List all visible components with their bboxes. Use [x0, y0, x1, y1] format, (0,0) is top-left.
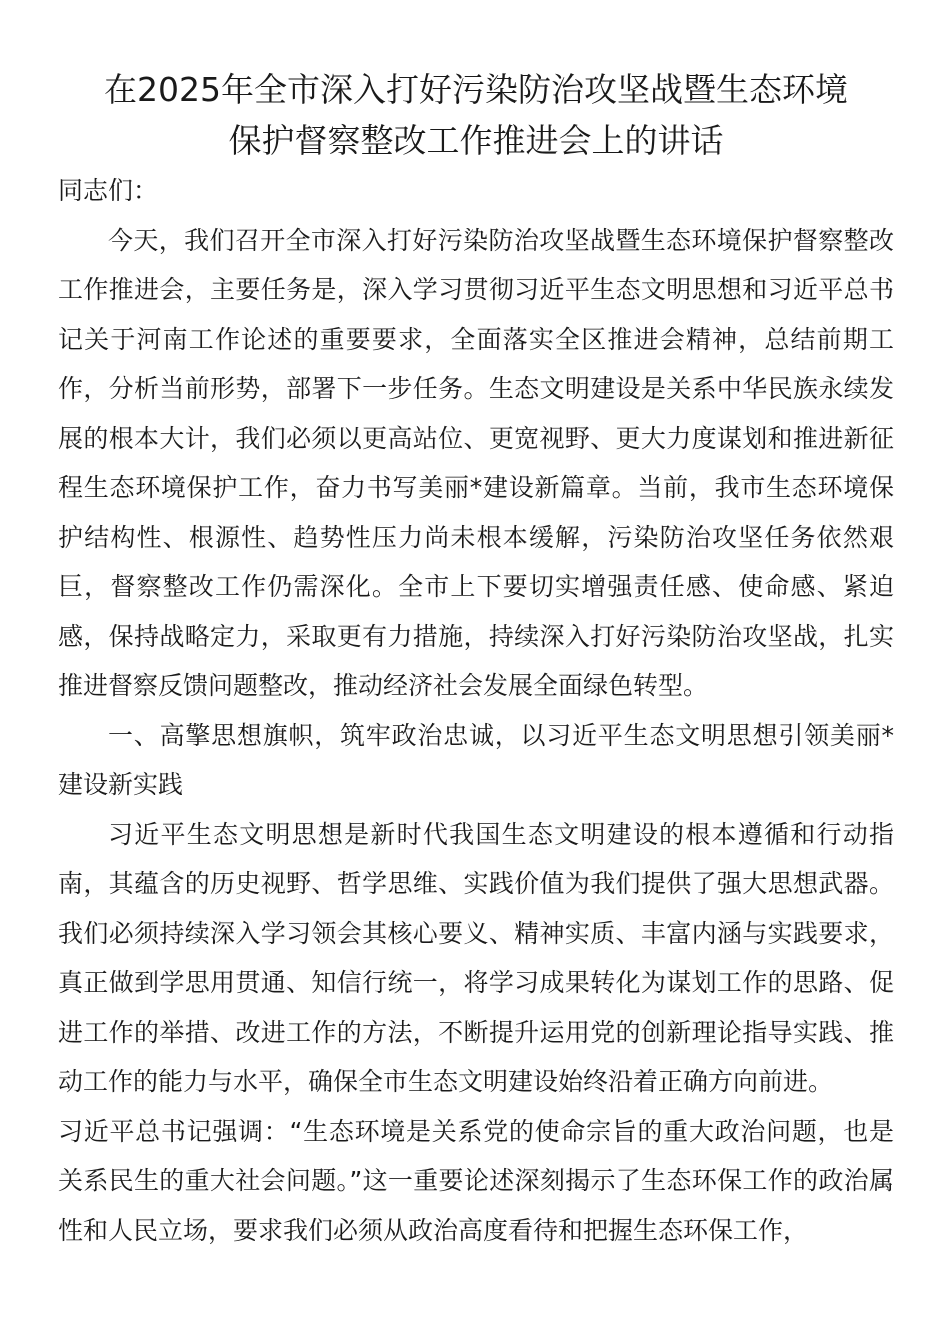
title-line-1: 在2025年全市深入打好污染防治攻坚战暨生态环境 [104, 70, 848, 109]
title-line-2: 保护督察整改工作推进会上的讲话 [228, 121, 724, 160]
section-heading: 一、高擎思想旗帜，筑牢政治忠诚，以习近平生态文明思想引领美丽*建设新实践 [58, 720, 894, 799]
section-paragraph: 习近平生态文明思想是新时代我国生态文明建设的根本遵循和行动指南，其蕴含的历史视野、哲学思维、实践价值为我们提供了强大思想武器。我们必须持续深入学习领会其核心要义、精神实质、丰富内涵与实践要求，真正做到学思用贯通、知信行统一，将学习成果转化为谋划工作的思路、促进工作的举措、改进工作的方法，不断提升运用党的创新理论指导实践、推动工作的能力与水平，确保全市生态文明建设始终沿着正确方向前进。 [58, 819, 894, 1096]
intro-paragraph: 今天，我们召开全市深入打好污染防治攻坚战暨生态环境保护督察整改工作推进会，主要任务是，深入学习贯彻习近平生态文明思想和习近平总书记关于河南工作论述的重要要求，全面落实全区推进会精神，总结前期工作，分析当前形势，部署下一步任务。生态文明建设是关系中华民族永续发展的根本大计，我们必须以更高站位、更宽视野、更大力度谋划和推进新征程生态环境保护工作，奋力书写美丽*建设新篇章。当前，我市生态环境保护结构性、根源性、趋势性压力尚未根本缓解，污染防治攻坚任务依然艰巨，督察整改工作仍需深化。全市上下要切实增强责任感、使命感、紧迫感，保持战略定力，采取更有力措施，持续深入打好污染防治攻坚战，扎实推进督察反馈问题整改，推动经济社会发展全面绿色转型。 [58, 225, 894, 700]
quote-paragraph: 习近平总书记强调：“生态环境是关系党的使命宗旨的重大政治问题，也是关系民生的重大社会问题。”这一重要论述深刻揭示了生态环保工作的政治属性和人民立场，要求我们必须从政治高度看待和把握生态环保工作， [58, 1116, 894, 1245]
document-title [58, 64, 894, 166]
salutation: 同志们： [58, 176, 159, 205]
document-page [58, 64, 894, 1255]
